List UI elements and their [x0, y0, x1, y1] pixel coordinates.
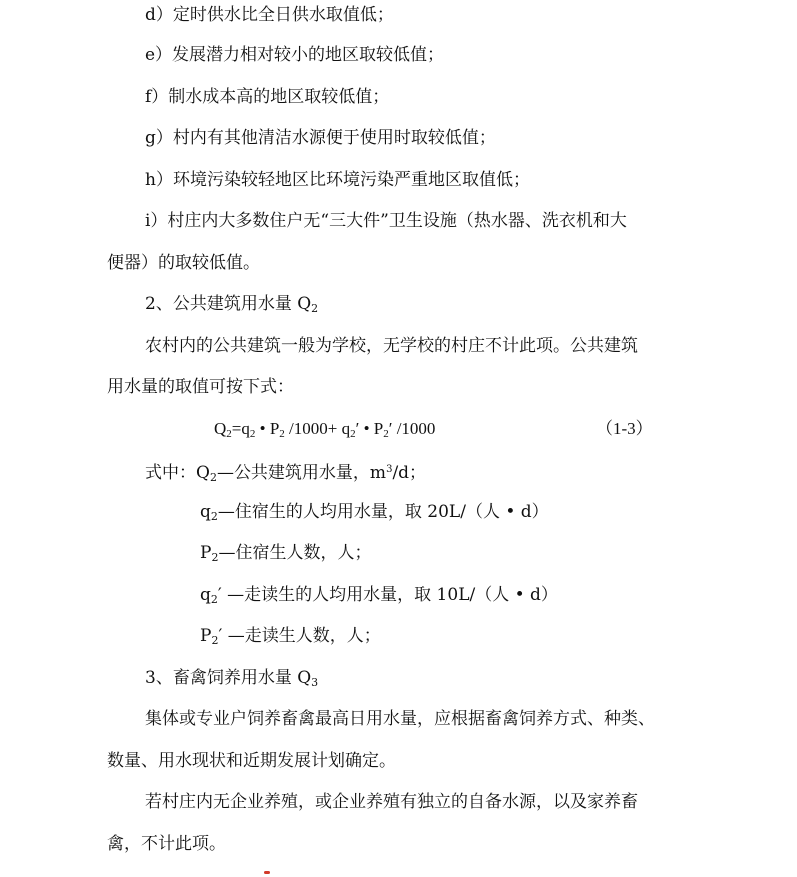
- definition-q2-prime: [200, 584, 558, 611]
- def-symbol: q: [200, 502, 211, 522]
- def-sub: 2: [210, 593, 218, 606]
- formula-lhs: Q: [214, 419, 227, 438]
- def-sub: 2: [211, 634, 219, 647]
- def-symbol: q: [200, 585, 211, 605]
- formula-number: （1-3）: [596, 419, 653, 438]
- formula-eq: =q: [231, 419, 250, 438]
- where-sup: 3: [386, 464, 393, 475]
- definition-q2: [200, 501, 549, 528]
- criterion-h: h）环境污染较轻地区比环境污染严重地区取值低；: [145, 170, 530, 190]
- where-sub: 2: [209, 471, 217, 484]
- section2-heading-text: 2、公共建筑用水量 Q: [145, 294, 312, 314]
- criterion-d: d）定时供水比全日供水取值低；: [145, 5, 394, 25]
- formula-q2-sub: 2: [350, 428, 356, 440]
- formula-where: [145, 459, 426, 489]
- where-prefix: 式中：Q: [145, 463, 210, 483]
- def-text: —住宿生人数，人；: [218, 543, 372, 563]
- criterion-i-line1: i）村庄内大多数住户无“三大件”卫生设施（热水器、洗衣机和大: [145, 211, 627, 231]
- formula-dot1: • P: [255, 419, 280, 438]
- spellcheck-mark: [264, 871, 270, 874]
- definition-p2-prime: [200, 625, 381, 652]
- section3-para1-line1: 集体或专业户饲养畜禽最高日用水量，应根据畜禽饲养方式、种类、: [145, 709, 655, 729]
- section3-heading-text: 3、畜禽饲养用水量 Q: [145, 668, 312, 688]
- formula-p2-sub: 2: [383, 428, 389, 440]
- criterion-i-line2: 便器）的取较低值。: [107, 253, 260, 273]
- def-text: ′ —走读生的人均用水量，取 10L/（人 • d）: [217, 585, 558, 605]
- formula-prime2: ′ /1000: [388, 419, 436, 438]
- where-text: —公共建筑用水量，m: [216, 463, 387, 483]
- def-sub: 2: [211, 551, 219, 564]
- section3-heading: [145, 667, 318, 694]
- def-text: ′ —走读生人数，人；: [218, 626, 381, 646]
- where-unit: /d；: [392, 463, 427, 483]
- def-sub: 2: [210, 510, 218, 523]
- def-symbol: P: [200, 626, 212, 646]
- formula-p-sub: 2: [279, 428, 285, 440]
- section2-heading-sub: 2: [311, 302, 319, 315]
- formula-1-3: [214, 418, 435, 445]
- section2-heading: [145, 293, 318, 320]
- def-text: —住宿生的人均用水量，取 20L/（人 • d）: [217, 502, 549, 522]
- section3-para2-line2: 禽，不计此项。: [107, 834, 226, 854]
- section3-heading-sub: 3: [311, 676, 319, 689]
- criterion-g: g）村内有其他清洁水源便于使用时取较低值；: [145, 128, 496, 148]
- section3-para1-line2: 数量、用水现状和近期发展计划确定。: [107, 751, 396, 771]
- section2-para-line1: 农村内的公共建筑一般为学校，无学校的村庄不计此项。公共建筑: [145, 336, 638, 356]
- section2-para-line2: 用水量的取值可按下式：: [107, 377, 294, 397]
- criterion-e: e）发展潜力相对较小的地区取较低值；: [145, 45, 445, 65]
- formula-part2: /1000+ q: [284, 419, 351, 438]
- formula-lhs-sub: 2: [226, 428, 232, 440]
- criterion-f: f）制水成本高的地区取较低值；: [145, 87, 390, 107]
- formula-prime1: ′ • P: [355, 419, 384, 438]
- formula-q-sub: 2: [249, 428, 256, 440]
- definition-p2: [200, 542, 371, 569]
- def-symbol: P: [200, 543, 212, 563]
- section3-para2-line1: 若村庄内无企业养殖，或企业养殖有独立的自备水源，以及家养畜: [145, 792, 638, 812]
